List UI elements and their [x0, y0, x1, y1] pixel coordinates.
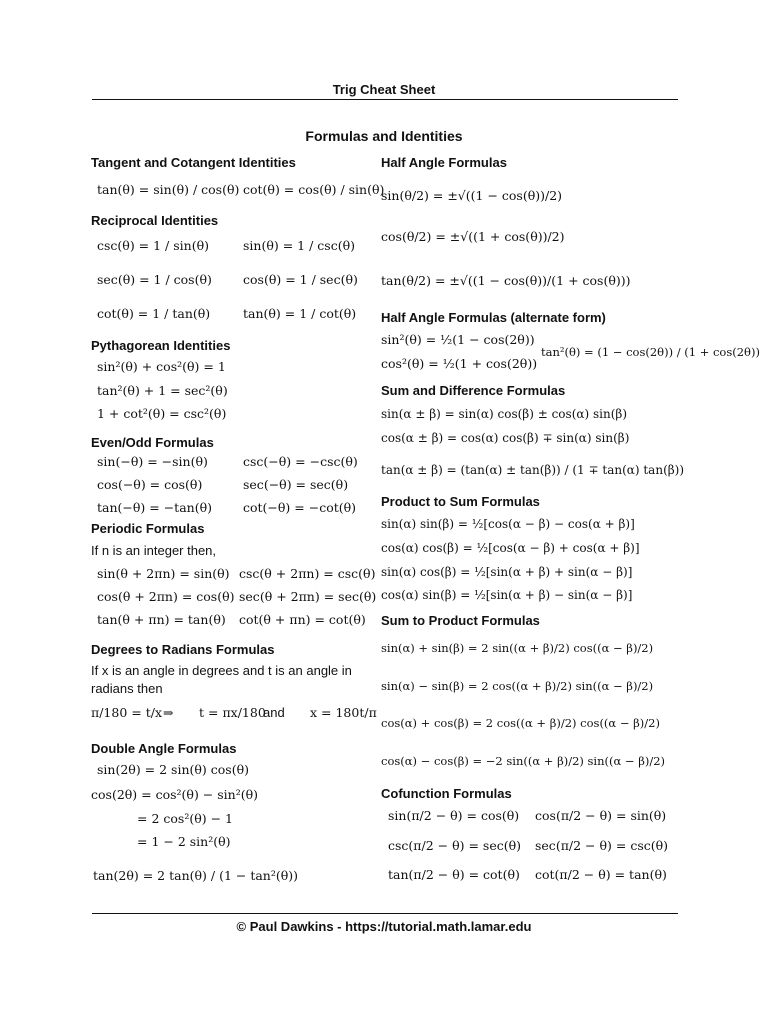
section-heading-half-angle: Half Angle Formulas: [381, 155, 507, 170]
formula-t-from-x: t = πx/180: [199, 705, 266, 720]
formula-sec-even: sec(−θ) = sec(θ): [243, 477, 349, 492]
formula-sin-squared: sin²(θ) = ½(1 − cos(2θ)): [381, 332, 535, 347]
formula-sin-cofunction: sin(π/2 − θ) = cos(θ): [388, 808, 520, 823]
formula-cos-reciprocal: cos(θ) = 1 / sec(θ): [243, 272, 358, 287]
formula-tan-half: tan(θ/2) = ±√((1 − cos(θ))/(1 + cos(θ))): [381, 273, 631, 288]
formula-sec-periodic: sec(θ + 2πn) = sec(θ): [239, 589, 377, 604]
formula-csc-reciprocal: csc(θ) = 1 / sin(θ): [97, 238, 209, 253]
formula-cos-double-1: cos(2θ) = cos²(θ) − sin²(θ): [91, 787, 258, 802]
section-heading-deg-rad: Degrees to Radians Formulas: [91, 642, 275, 657]
formula-cos-sin-product: cos(α) sin(β) = ½[sin(α + β) − sin(α − β)]: [381, 588, 633, 602]
section-heading-even-odd: Even/Odd Formulas: [91, 435, 214, 450]
formula-sec-cofunction: sec(π/2 − θ) = csc(θ): [535, 838, 669, 853]
formula-tan-cofunction: tan(π/2 − θ) = cot(θ): [388, 867, 520, 882]
implies-arrow: ⇒: [163, 705, 174, 720]
formula-pythagorean-2: tan²(θ) + 1 = sec²(θ): [97, 383, 228, 398]
document-title: Trig Cheat Sheet: [332, 82, 436, 97]
formula-cot-cofunction: cot(π/2 − θ) = tan(θ): [535, 867, 667, 882]
periodic-intro: If n is an integer then,: [91, 543, 217, 558]
section-heading-half-angle-alt: Half Angle Formulas (alternate form): [381, 310, 606, 325]
formula-cos-periodic: cos(θ + 2πn) = cos(θ): [97, 589, 235, 604]
formula-sin-double: sin(2θ) = 2 sin(θ) cos(θ): [97, 762, 249, 777]
formula-sin-reciprocal: sin(θ) = 1 / csc(θ): [243, 238, 355, 253]
formula-tan-sum-diff: tan(α ± β) = (tan(α) ± tan(β)) / (1 ∓ tan(α) tan(β)): [381, 463, 685, 477]
formula-cot-reciprocal: cot(θ) = 1 / tan(θ): [97, 306, 211, 321]
section-heading-periodic: Periodic Formulas: [91, 521, 205, 536]
formula-cos-cofunction: cos(π/2 − θ) = sin(θ): [535, 808, 667, 823]
formula-pythagorean-3: 1 + cot²(θ) = csc²(θ): [97, 406, 227, 421]
formula-cos-squared: cos²(θ) = ½(1 + cos(2θ)): [381, 356, 538, 371]
formula-tan-odd: tan(−θ) = −tan(θ): [97, 500, 212, 515]
formula-tan-reciprocal: tan(θ) = 1 / cot(θ): [243, 306, 357, 321]
section-heading-cofunction: Cofunction Formulas: [381, 786, 512, 801]
formula-tan-ratio: tan(θ) = sin(θ) / cos(θ): [97, 182, 240, 197]
formula-sin-odd: sin(−θ) = −sin(θ): [97, 454, 208, 469]
formula-cos-cos-product: cos(α) cos(β) = ½[cos(α − β) + cos(α + β)]: [381, 541, 640, 555]
section-heading-tan-cot: Tangent and Cotangent Identities: [91, 155, 296, 170]
formula-sin-cos-product: sin(α) cos(β) = ½[sin(α + β) + sin(α − β)]: [381, 565, 633, 579]
formula-x-from-t: x = 180t/π: [310, 705, 377, 720]
formula-sin-sum-diff: sin(α ± β) = sin(α) cos(β) ± cos(α) sin(β): [381, 407, 627, 421]
deg-rad-intro-line1: If x is an angle in degrees and t is an angle in: [91, 663, 352, 678]
formula-cot-periodic: cot(θ + πn) = cot(θ): [239, 612, 366, 627]
footer-credit: © Paul Dawkins - https://tutorial.math.lamar.edu: [236, 919, 532, 934]
formula-pythagorean-1: sin²(θ) + cos²(θ) = 1: [97, 359, 226, 374]
formula-sin-periodic: sin(θ + 2πn) = sin(θ): [97, 566, 230, 581]
section-heading-product-to-sum: Product to Sum Formulas: [381, 494, 540, 509]
section-heading-reciprocal: Reciprocal Identities: [91, 213, 219, 228]
formula-sin-half: sin(θ/2) = ±√((1 − cos(θ))/2): [381, 188, 563, 203]
formula-cot-odd: cot(−θ) = −cot(θ): [243, 500, 357, 515]
formula-tan-periodic: tan(θ + πn) = tan(θ): [97, 612, 226, 627]
formula-cot-ratio: cot(θ) = cos(θ) / sin(θ): [243, 182, 385, 197]
section-heading-double-angle: Double Angle Formulas: [91, 741, 237, 756]
formula-cos-double-2: = 2 cos²(θ) − 1: [137, 811, 233, 826]
formula-deg-rad-ratio: π/180 = t/x: [91, 705, 162, 720]
formula-tan-squared: tan²(θ) = (1 − cos(2θ)) / (1 + cos(2θ)): [541, 345, 760, 359]
page-subtitle: Formulas and Identities: [305, 128, 463, 144]
formula-cos-sum-diff: cos(α ± β) = cos(α) cos(β) ∓ sin(α) sin(β): [381, 431, 630, 445]
formula-csc-cofunction: csc(π/2 − θ) = sec(θ): [388, 838, 522, 853]
formula-cos-even: cos(−θ) = cos(θ): [97, 477, 203, 492]
formula-cos-plus-cos: cos(α) + cos(β) = 2 cos((α + β)/2) cos((α − β)/2): [381, 716, 660, 730]
formula-cos-double-3: = 1 − 2 sin²(θ): [137, 834, 231, 849]
header-divider: [92, 99, 678, 100]
deg-rad-and: and: [263, 705, 285, 720]
formula-sec-reciprocal: sec(θ) = 1 / cos(θ): [97, 272, 212, 287]
formula-sin-plus-sin: sin(α) + sin(β) = 2 sin((α + β)/2) cos((α − β)/2): [381, 641, 654, 655]
formula-tan-double: tan(2θ) = 2 tan(θ) / (1 − tan²(θ)): [93, 868, 299, 883]
formula-sin-minus-sin: sin(α) − sin(β) = 2 cos((α + β)/2) sin((α − β)/2): [381, 679, 654, 693]
formula-sin-sin-product: sin(α) sin(β) = ½[cos(α − β) − cos(α + β)]: [381, 517, 635, 531]
section-heading-sum-to-product: Sum to Product Formulas: [381, 613, 540, 628]
section-heading-pythagorean: Pythagorean Identities: [91, 338, 231, 353]
footer-divider: [92, 913, 678, 914]
formula-cos-minus-cos: cos(α) − cos(β) = −2 sin((α + β)/2) sin((α − β)/2): [381, 754, 666, 768]
formula-csc-periodic: csc(θ + 2πn) = csc(θ): [239, 566, 376, 581]
deg-rad-intro-line2: radians then: [91, 681, 163, 696]
section-heading-sum-difference: Sum and Difference Formulas: [381, 383, 566, 398]
formula-cos-half: cos(θ/2) = ±√((1 + cos(θ))/2): [381, 229, 565, 244]
formula-csc-odd: csc(−θ) = −csc(θ): [243, 454, 358, 469]
